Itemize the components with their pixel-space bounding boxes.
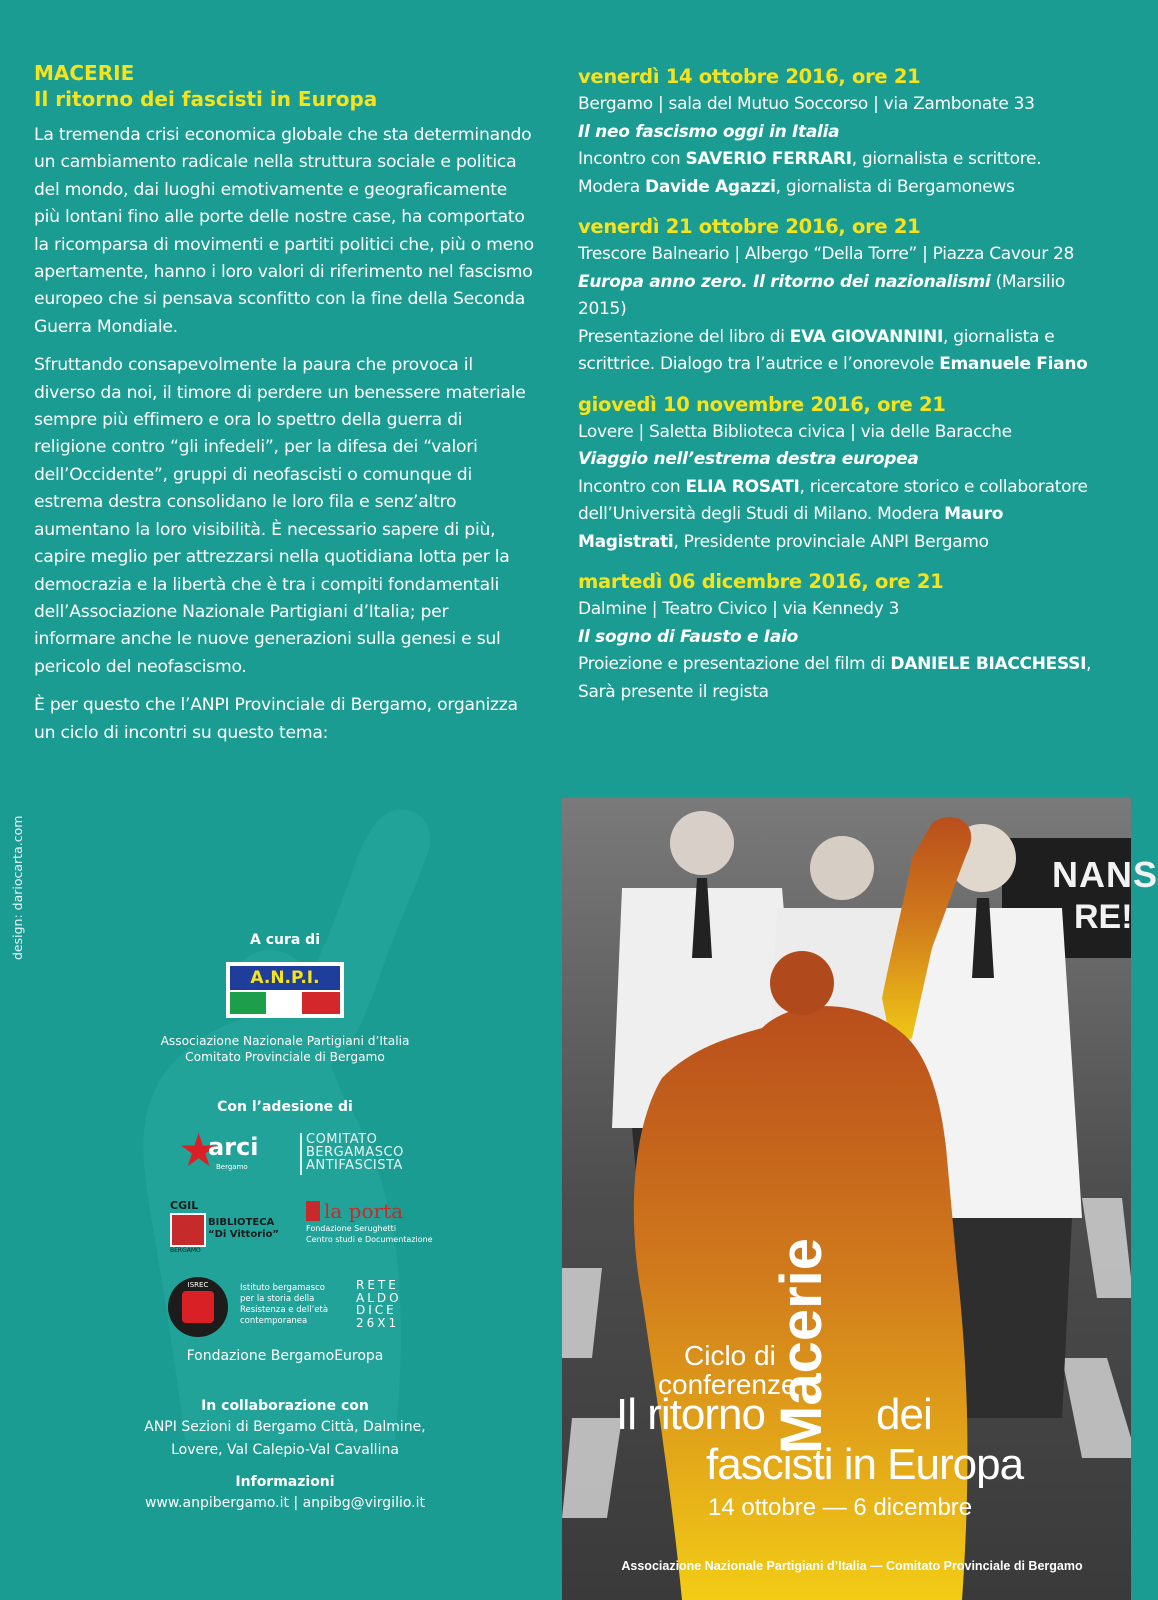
- contact-info[interactable]: www.anpibergamo.it | anpibg@virgilio.it: [144, 1495, 425, 1511]
- isrec-red-square: [182, 1291, 214, 1323]
- collaboration-label: In collaborazione con: [201, 1398, 369, 1414]
- event-description: [578, 146, 1103, 201]
- event-description: [578, 324, 1103, 379]
- event-desc-text: , giornalista e scrittrice. Dialogo tra l’autrice e l’onorevole: [578, 326, 1055, 374]
- biblioteca-label: [208, 1217, 279, 1241]
- intro-paragraph-1: La tremenda crisi economica globale che sta determinando un cambiamento radicale nella struttura sociale e politica del mondo, dai luoghi emotivamente e geograficamente più lontani fino alle porte delle nostre case, ha comportato la ricomparsa di movimenti e partiti politici che, più o meno apertamente, hanno i loro valori di riferimento nel fascismo europeo che si pensava sconfitto con la fine della Seconda Guerra Mondiale.: [34, 125, 534, 337]
- event-talk-title: Viaggio nell’estrema destra europea: [578, 449, 919, 469]
- curated-by-label: A cura di: [249, 932, 321, 948]
- cba-line: BERGAMASCO: [306, 1145, 404, 1160]
- banner-text: RE!: [1074, 898, 1133, 936]
- event-speaker: SAVERIO FERRARI: [685, 149, 852, 169]
- intro-title: MACERIE: [34, 61, 135, 85]
- anpi-committee: Comitato Provinciale di Bergamo: [185, 1049, 385, 1064]
- cba-divider: [300, 1133, 302, 1175]
- intro-paragraph-3: È per questo che l’ANPI Provinciale di Bergamo, organizza un ciclo di incontri su questo tema:: [34, 695, 518, 743]
- cover-cycle-label: conferenze: [658, 1369, 797, 1400]
- event-item: [578, 62, 1103, 201]
- event-desc-text: , giornalista di Bergamonews: [775, 176, 1015, 197]
- event-talk-line: [578, 269, 1103, 324]
- intro-paragraph-2: Sfruttando consapevolmente la paura che provoca il diverso da noi, il timore di perdere un benessere materiale sempre più effimero e ora lo spettro della guerra di religione contro “gli infedeli”, per la difesa dei “valori dell’Occidente”, gruppi di neofascisti o comunque di estrema destra consolidano le loro fila e senz’altro aumentano la loro visibilità. È necessario sapere di più, capire meglio per attrezzarsi nella quotidiana lotta per la democrazia e la libertà che è tra i compiti fondamentali dell’Associazione Nazionale Partigiani d’Italia; per informare anche le nuove generazioni sulla genesi e sul pericolo del neofascismo.: [34, 355, 526, 677]
- event-date: venerdì 21 ottobre 2016, ore 21: [578, 215, 921, 238]
- isrec-line: contemporanea: [240, 1316, 308, 1326]
- collaboration-line: ANPI Sezioni di Bergamo Città, Dalmine,: [144, 1419, 426, 1435]
- cba-line: ANTIFASCISTA: [306, 1158, 403, 1173]
- biblioteca-line: BIBLIOTECA: [208, 1217, 275, 1228]
- flag-red: [302, 992, 340, 1014]
- cgil-biblioteca-logo: [170, 1199, 280, 1254]
- isrec-line: per la storia della: [240, 1294, 315, 1304]
- flag-green: [230, 992, 266, 1014]
- event-moderator: Mauro Magistrati: [578, 504, 1004, 552]
- event-speaker: DANIELE BIACCHESSI: [890, 654, 1087, 674]
- banner-text: NANS: [1052, 854, 1158, 895]
- event-place: Lovere | Saletta Biblioteca civica | via delle Baracche: [578, 421, 1012, 442]
- event-description: [578, 474, 1103, 557]
- event-talk-line: [578, 119, 1103, 147]
- event-place: Dalmine | Teatro Civico | via Kennedy 3: [578, 599, 900, 619]
- event-place: Trescore Balneario | Albergo “Della Torre” | Piazza Cavour 28: [578, 244, 1075, 264]
- event-moderator: Davide Agazzi: [645, 176, 776, 197]
- event-speaker: ELIA ROSATI: [685, 476, 800, 497]
- laporta-line: Fondazione Serughetti: [306, 1224, 397, 1233]
- event-place: Bergamo | sala del Mutuo Soccorso | via Zambonate 33: [578, 94, 1035, 114]
- isrec-label: ISREC: [187, 1281, 209, 1289]
- cover-cycle-label: Ciclo di: [684, 1340, 776, 1371]
- isrec-description: [240, 1283, 328, 1327]
- arci-logo-text: arci: [208, 1133, 259, 1161]
- collaboration-line: Lovere, Val Calepio-Val Cavallina: [171, 1442, 399, 1458]
- event-item: [578, 390, 1103, 557]
- cover-title-line: dei: [876, 1390, 932, 1439]
- arci-city: Bergamo: [216, 1163, 248, 1171]
- laporta-logo-text: [306, 1199, 433, 1223]
- flag-white: [266, 992, 302, 1014]
- anpi-logo-text: A.N.P.I.: [230, 966, 340, 990]
- arci-logo: [178, 1123, 259, 1185]
- intro-section: [34, 60, 534, 747]
- cover-dates: 14 ottobre — 6 dicembre: [708, 1494, 973, 1521]
- event-desc-text: Incontro con: [578, 149, 686, 169]
- cover-vertical-title: Macerie: [769, 1237, 834, 1454]
- cover-title-line: fascisti in Europa: [706, 1440, 1024, 1489]
- adhesion-label: Con l’adesione di: [217, 1099, 353, 1115]
- fondazione-bergamoeuropa: Fondazione BergamoEuropa: [186, 1348, 384, 1364]
- biblioteca-icon: [170, 1213, 206, 1247]
- logos-row-3: [120, 1275, 450, 1345]
- event-speaker: EVA GIOVANNINI: [789, 326, 944, 347]
- intro-subtitle: Il ritorno dei fascisti in Europa: [34, 87, 378, 111]
- isrec-line: Istituto bergamasco: [240, 1283, 325, 1293]
- laporta-line: Centro studi e Documentazione: [306, 1235, 433, 1244]
- red-star-icon: ★: [178, 1123, 220, 1177]
- event-moderator: Emanuele Fiano: [939, 354, 1088, 374]
- credits-section: [120, 930, 450, 1515]
- cba-line: COMITATO: [306, 1132, 378, 1147]
- cgil-label: CGIL: [170, 1199, 199, 1212]
- logos-row-2: [120, 1197, 450, 1261]
- designer-credit: design: dariocarta.com: [10, 815, 25, 960]
- event-talk-line: [578, 624, 1103, 652]
- event-item: [578, 212, 1103, 379]
- event-talk-title: Il sogno di Fausto e Iaio: [578, 626, 798, 647]
- rete-line: RETE: [356, 1278, 399, 1292]
- event-talk-title: Europa anno zero. Il ritorno dei nazionalismi: [578, 271, 991, 292]
- event-desc-text: Incontro con: [578, 476, 686, 497]
- isrec-logo: [168, 1277, 228, 1337]
- cover-title-line: Il ritorno: [616, 1390, 765, 1439]
- rete-line: ALDO: [356, 1290, 402, 1305]
- info-label: Informazioni: [235, 1474, 335, 1490]
- rete-line: 26X1: [356, 1315, 400, 1330]
- cba-logo: [306, 1133, 404, 1172]
- isrec-line: Resistenza e dell’età: [240, 1305, 329, 1315]
- event-date: martedì 06 dicembre 2016, ore 21: [578, 570, 944, 593]
- event-desc-text: , ricercatore storico e collaboratore dell’Università degli Studi di Milano. Modera: [578, 476, 1088, 524]
- event-item: [578, 567, 1103, 706]
- cover-footer: Associazione Nazionale Partigiani d’Italia — Comitato Provinciale di Bergamo: [621, 1559, 1083, 1573]
- event-talk-line: [578, 446, 1103, 474]
- laporta-logo: [306, 1199, 433, 1245]
- event-desc-text: Proiezione e presentazione del film di: [578, 654, 891, 674]
- laporta-name: la porta: [324, 1199, 404, 1223]
- event-date: giovedì 10 novembre 2016, ore 21: [578, 392, 946, 416]
- event-desc-text: , Presidente provinciale ANPI Bergamo: [673, 531, 989, 552]
- event-desc-text: , giornalista e scrittore. Modera: [578, 149, 1042, 197]
- rete-logo: [356, 1279, 402, 1329]
- event-desc-text: , Sarà presente il regista: [578, 654, 1092, 702]
- anpi-full-name: Associazione Nazionale Partigiani d’Italia: [160, 1034, 410, 1048]
- events-list: [578, 62, 1103, 717]
- event-description: [578, 651, 1103, 706]
- biblioteca-line: “Di Vittorio”: [208, 1229, 280, 1240]
- event-talk-title: Il neo fascismo oggi in Italia: [578, 121, 840, 142]
- rete-line: DICE: [356, 1303, 397, 1317]
- cover-panel: [562, 798, 1158, 1600]
- anpi-logo: [226, 962, 344, 1018]
- event-talk-extra: (Marsilio 2015): [578, 271, 1066, 319]
- logos-row-1: [120, 1123, 450, 1191]
- event-date: venerdì 14 ottobre 2016, ore 21: [578, 65, 921, 88]
- door-icon: [306, 1201, 320, 1221]
- event-desc-text: Presentazione del libro di: [578, 326, 790, 347]
- biblioteca-city: BERGAMO: [170, 1247, 201, 1254]
